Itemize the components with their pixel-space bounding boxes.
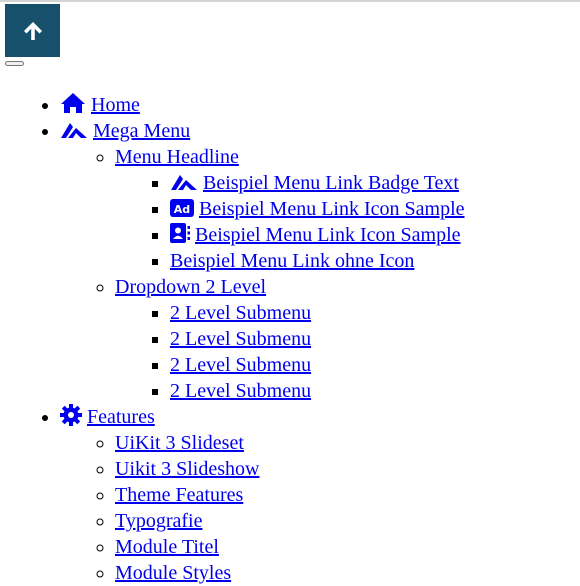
arrow-up-icon xyxy=(21,19,45,43)
menu-link-uikit-3-slideshow[interactable] xyxy=(115,458,259,480)
submenu-level-2-item xyxy=(170,248,465,274)
menu-link-uikit-3-slideset[interactable] xyxy=(115,432,244,454)
submenu xyxy=(60,430,465,586)
menu-link-beispiel-menu-link-icon-sample[interactable] xyxy=(170,198,465,220)
menu-link-label: Beispiel Menu Link Badge Text xyxy=(203,172,459,194)
menu-link-module-styles[interactable] xyxy=(115,562,231,584)
ad-icon xyxy=(170,198,194,218)
submenu-item xyxy=(115,534,465,560)
submenu-item xyxy=(115,508,465,534)
menu-toggle-button[interactable] xyxy=(5,61,24,66)
menu-link-label: Beispiel Menu Link Icon Sample xyxy=(195,224,461,246)
submenu-level-2 xyxy=(115,300,465,404)
menu-link-2-level-submenu[interactable] xyxy=(170,380,311,402)
menu-link-menu-headline[interactable] xyxy=(115,146,239,168)
contact-icon xyxy=(170,222,190,244)
svg-text:Ad: ▪ Ad xyxy=(173,203,191,216)
submenu-item xyxy=(115,456,465,482)
menu-link-dropdown-2-level[interactable] xyxy=(115,276,266,298)
menu-link-label: 2 Level Submenu xyxy=(170,380,312,402)
menu-link-label: Module Styles xyxy=(115,562,232,584)
menu-link-2-level-submenu[interactable] xyxy=(170,328,311,350)
submenu-level-2-item xyxy=(170,352,465,378)
menu-link-home[interactable] xyxy=(60,94,140,116)
submenu-level-2 xyxy=(115,170,465,274)
menu-link-label: 2 Level Submenu xyxy=(170,302,312,324)
menu-link-2-level-submenu[interactable] xyxy=(170,302,311,324)
submenu-level-2-item xyxy=(170,378,465,404)
menu-link-label: Beispiel Menu Link Icon Sample xyxy=(199,198,465,220)
submenu-level-2-item xyxy=(170,326,465,352)
home-icon xyxy=(60,92,86,114)
menu-link-beispiel-menu-link-icon-sample[interactable] xyxy=(170,224,461,246)
submenu-item xyxy=(115,482,465,508)
logo-icon xyxy=(60,122,88,140)
logo-icon xyxy=(170,174,198,192)
menu-link-label: Module Titel xyxy=(115,536,219,558)
menu-link-label: Uikit 3 Slideshow xyxy=(115,458,260,480)
menu-link-typografie[interactable] xyxy=(115,510,202,532)
menu-link-label: Home xyxy=(91,94,140,116)
submenu-level-2-item xyxy=(170,300,465,326)
menu-link-label: Menu Headline xyxy=(115,146,239,168)
menu-item xyxy=(60,92,465,118)
main-menu xyxy=(0,92,465,586)
menu-link-mega-menu[interactable] xyxy=(60,120,190,142)
top-border xyxy=(0,0,580,2)
gear-icon xyxy=(60,404,82,426)
menu-item xyxy=(60,118,465,404)
menu-link-label: Theme Features xyxy=(115,484,244,506)
menu-link-features[interactable] xyxy=(60,406,155,428)
menu-link-2-level-submenu[interactable] xyxy=(170,354,311,376)
menu-link-label: 2 Level Submenu xyxy=(170,354,312,376)
menu-link-label: Dropdown 2 Level xyxy=(115,276,267,298)
menu-link-label: Mega Menu xyxy=(93,120,191,142)
back-to-top-button[interactable] xyxy=(5,4,60,57)
submenu-item xyxy=(115,144,465,274)
menu-link-label: 2 Level Submenu xyxy=(170,328,312,350)
menu-link-theme-features[interactable] xyxy=(115,484,243,506)
menu-link-beispiel-menu-link-badge-text[interactable] xyxy=(170,172,459,194)
menu-link-label: Beispiel Menu Link ohne Icon xyxy=(170,250,415,272)
submenu-item xyxy=(115,560,465,586)
menu-link-label: Typografie xyxy=(115,510,203,532)
menu-link-module-titel[interactable] xyxy=(115,536,219,558)
submenu-level-2-item xyxy=(170,196,465,222)
menu-link-label: Features xyxy=(87,406,155,428)
submenu-item xyxy=(115,430,465,456)
submenu-level-2-item xyxy=(170,170,465,196)
menu-link-label: UiKit 3 Slideset xyxy=(115,432,244,454)
menu-link-beispiel-menu-link-ohne-icon[interactable] xyxy=(170,250,414,272)
submenu-item xyxy=(115,274,465,404)
submenu xyxy=(60,144,465,404)
submenu-level-2-item xyxy=(170,222,465,248)
menu-item xyxy=(60,404,465,586)
